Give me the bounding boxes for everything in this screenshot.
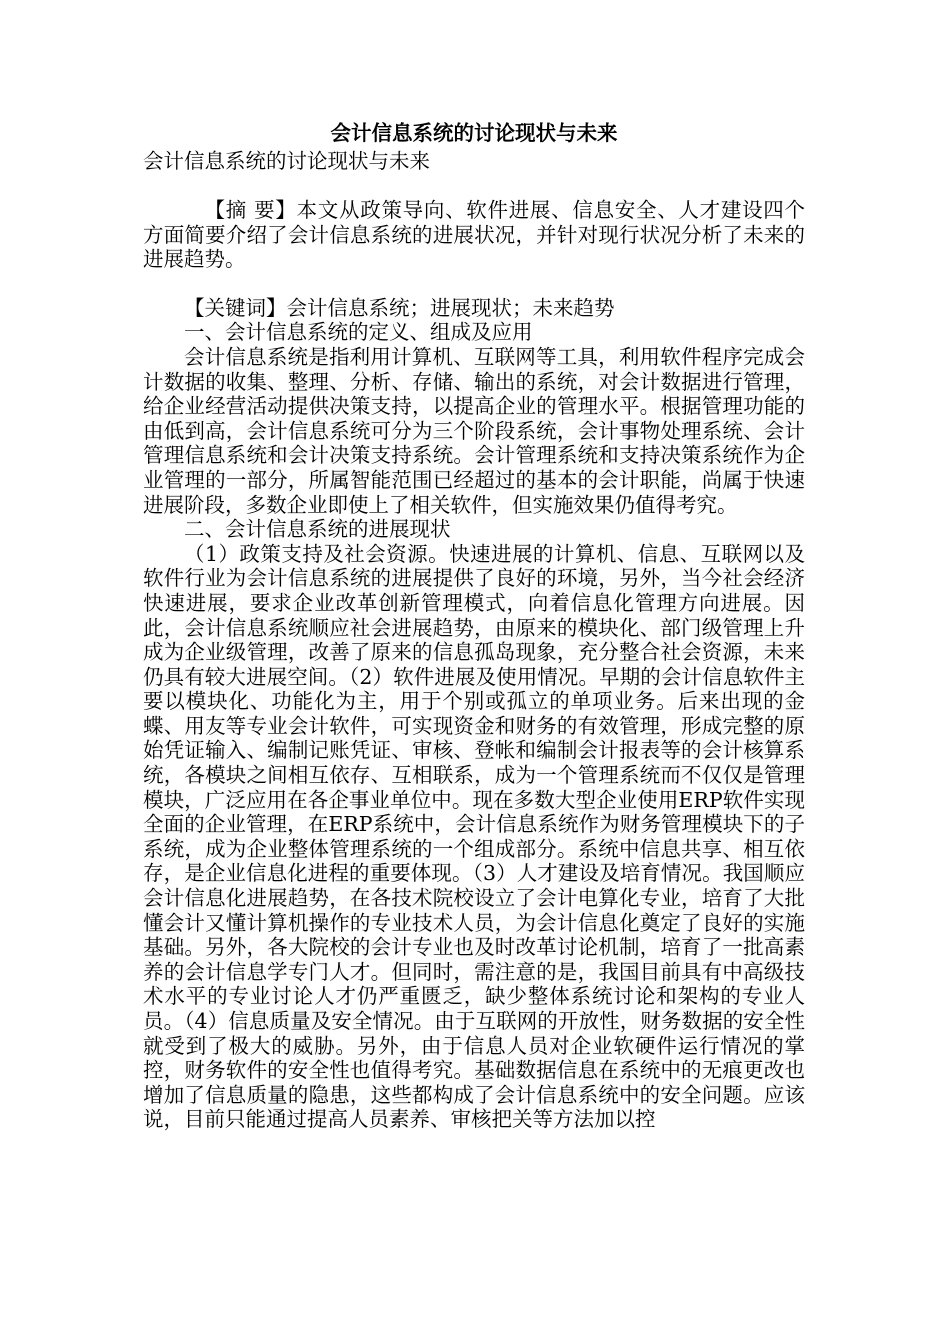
section-body-definition: 会计信息系统是指利用计算机、互联网等工具，利用软件程序完成会计数据的收集、整理、分析、存储、输出的系统，对会计数据进行管理，给企业经营活动提供决策支持，以提高企业的管理水平。根据管理功能的由低到高，会计信息系统可分为三个阶段系统，会计事物处理系统、会计管理信息系统和会计决策支持系统。会计管理系统和支持决策系统作为企业管理的一部分，所属智能范围已经超过的基本的会计职能，尚属于快速进展阶段，多数企业即使上了相关软件，但实施效果仍值得考究。 [143,344,805,517]
section-body-status: （1）政策支持及社会资源。快速进展的计算机、信息、互联网以及软件行业为会计信息系统的进展提供了良好的环境，另外，当今社会经济快速进展，要求企业改革创新管理模式，向着信息化管理方向进展。因此，会计信息系统顺应社会进展趋势，由原来的模块化、部门级管理上升成为企业级管理，改善了原来的信息孤岛现象，充分整合社会资源，未来仍具有较大进展空间。（2）软件进展及使用情况。早期的会计信息软件主要以模块化、功能化为主，用于个别或孤立的单项业务。后来出现的金蝶、用友等专业会计软件，可实现资金和财务的有效管理，形成完整的原始凭证输入、编制记账凭证、审核、登帐和编制会计报表等的会计核算系统，各模块之间相互依存、互相联系，成为一个管理系统而不仅仅是管理模块，广泛应用在各企事业单位中。现在多数大型企业使用ERP软件实现全面的企业管理，在ERP系统中，会计信息系统作为财务管理模块下的子系统，成为企业整体管理系统的一个组成部分。系统中信息共享、相互依存，是企业信息化进程的重要体现。（3）人才建设及培育情况。我国顺应会计信息化进展趋势，在各技术院校设立了会计电算化专业，培育了大批懂会计又懂计算机操作的专业技术人员，为会计信息化奠定了良好的实施基础。另外，各大院校的会计专业也及时改革讨论机制，培育了一批高素养的会计信息学专门人才。但同时，需注意的是，我国目前具有中高级技术水平的专业讨论人才仍严重匮乏，缺少整体系统讨论和架构的专业人员。（4）信息质量及安全情况。由于互联网的开放性，财务数据的安全性就受到了极大的威胁。另外，由于信息人员对企业软硬件运行情况的掌控，财务软件的安全性也值得考究。基础数据信息在系统中的无痕更改也增加了信息质量的隐患，这些都构成了会计信息系统中的安全问题。应该说，目前只能通过提高人员素养、审核把关等方法加以控 [143,541,805,1132]
abstract-paragraph: 【摘 要】本文从政策导向、软件进展、信息安全、人才建设四个方面简要介绍了会计信息系统的进展状况，并针对现行状况分析了未来的进展趋势。 [143,198,805,272]
document-title: 会计信息系统的讨论现状与未来 [330,121,618,145]
section-heading-status: 二、会计信息系统的进展现状 [184,517,451,542]
document-body [143,118,805,1132]
section-heading-definition: 一、会计信息系统的定义、组成及应用 [184,320,533,345]
keywords-line: 【关键词】会计信息系统；进展现状；未来趋势 [184,295,615,320]
document-subtitle: 会计信息系统的讨论现状与未来 [143,149,430,173]
